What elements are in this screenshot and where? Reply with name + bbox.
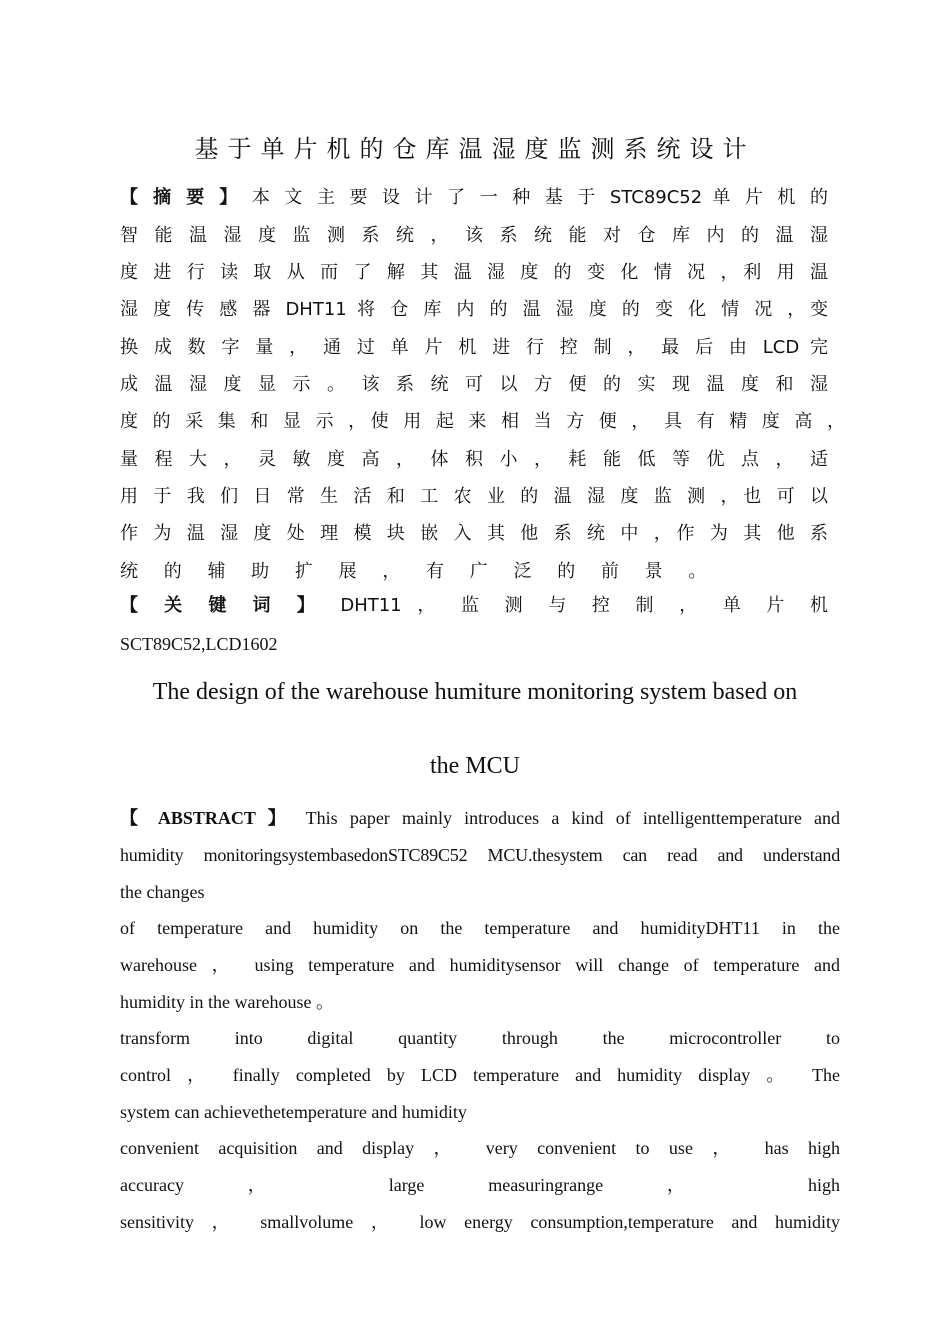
cn-abstract-line: 成 温 湿 度 显 示 。 该 系 统 可 以 方 便 的 实 现 温 度 和 湿 — [120, 374, 828, 395]
cn-abstract-line: 度 进 行 读 取 从 而 了 解 其 温 湿 度 的 变 化 情 况 ，利 用 温 — [120, 262, 828, 283]
en-abstract-line: sensitivity ， smallvolume ， low energy consumption,temperature and humidity — [120, 1212, 840, 1232]
cn-abstract-line: 智 能 温 湿 度 监 测 系 统 ， 该 系 统 能 对 仓 库 内 的 温 湿 — [120, 225, 828, 246]
cn-abstract-line: 湿 度 传 感 器 DHT11 将 仓 库 内 的 温 湿 度 的 变 化 情 况 ，变 — [120, 299, 828, 320]
cn-abstract-line: 用 于 我 们 日 常 生 活 和 工 农 业 的 温 湿 度 监 测 ，也 可 以 — [120, 486, 828, 507]
cn-abstract-line: 换 成 数 字 量 ， 通 过 单 片 机 进 行 控 制 ， 最 后 由 LCD 完 — [120, 337, 828, 358]
en-abstract-label: 【 ABSTRACT 】 — [120, 808, 294, 828]
en-abstract-line: control ， finally completed by LCD temperature and humidity display 。 The — [120, 1065, 840, 1085]
en-abstract-line: system can achievethetemperature and humidity — [120, 1102, 467, 1122]
english-title-line-1: The design of the warehouse humiture monitoring system based on — [152, 679, 798, 705]
en-abstract-line: humidity monitoringsystembasedonSTC89C52 MCU.thesystem can read and understand — [120, 845, 840, 865]
english-title-line-2: the MCU — [430, 753, 520, 779]
cn-keywords-continuation: SCT89C52,LCD1602 — [120, 634, 278, 654]
cn-abstract-line: 作 为 温 湿 度 处 理 模 块 嵌 入 其 他 系 统 中 ，作 为 其 他 系 — [120, 523, 828, 544]
cn-keywords-label: 【 关 键 词 】 — [120, 595, 325, 616]
cn-abstract-line: 量 程 大 ， 灵 敏 度 高 ， 体 积 小 ， 耗 能 低 等 优 点 ， 适 — [120, 449, 828, 470]
cn-abstract-label: 【 摘 要 】 — [120, 187, 242, 208]
cn-keywords-line: 【 关 键 词 】 DHT11 ， 监 测 与 控 制 ， 单 片 机 — [120, 595, 828, 616]
cn-abstract-line: 度 的 采 集 和 显 示 ，使 用 起 来 相 当 方 便 ， 具 有 精 度 高 ， — [120, 411, 845, 432]
en-abstract-line: transform into digital quantity through the microcontroller to — [120, 1028, 840, 1048]
chinese-title: 基于单片机的仓库温湿度监测系统设计 — [194, 135, 756, 163]
en-abstract-line: accuracy ， large measuringrange ， high — [120, 1175, 840, 1195]
cn-abstract-line: 统 的 辅 助 扩 展 ， 有 广 泛 的 前 景 。 — [120, 561, 717, 582]
en-abstract-line: of temperature and humidity on the temperature and humidityDHT11 in the — [120, 918, 840, 938]
en-abstract-line: 【 ABSTRACT 】 This paper mainly introduces a kind of intelligenttemperature and — [120, 808, 840, 828]
en-abstract-line: warehouse ， using temperature and humiditysensor will change of temperature and — [120, 955, 840, 975]
cn-abstract-line: 【 摘 要 】 本 文 主 要 设 计 了 一 种 基 于 STC89C52 单 片 机 的 — [120, 187, 828, 208]
en-abstract-line: the changes — [120, 882, 205, 902]
en-abstract-line: humidity in the warehouse 。 — [120, 992, 334, 1012]
en-abstract-line: convenient acquisition and display ， very convenient to use ， has high — [120, 1138, 840, 1158]
